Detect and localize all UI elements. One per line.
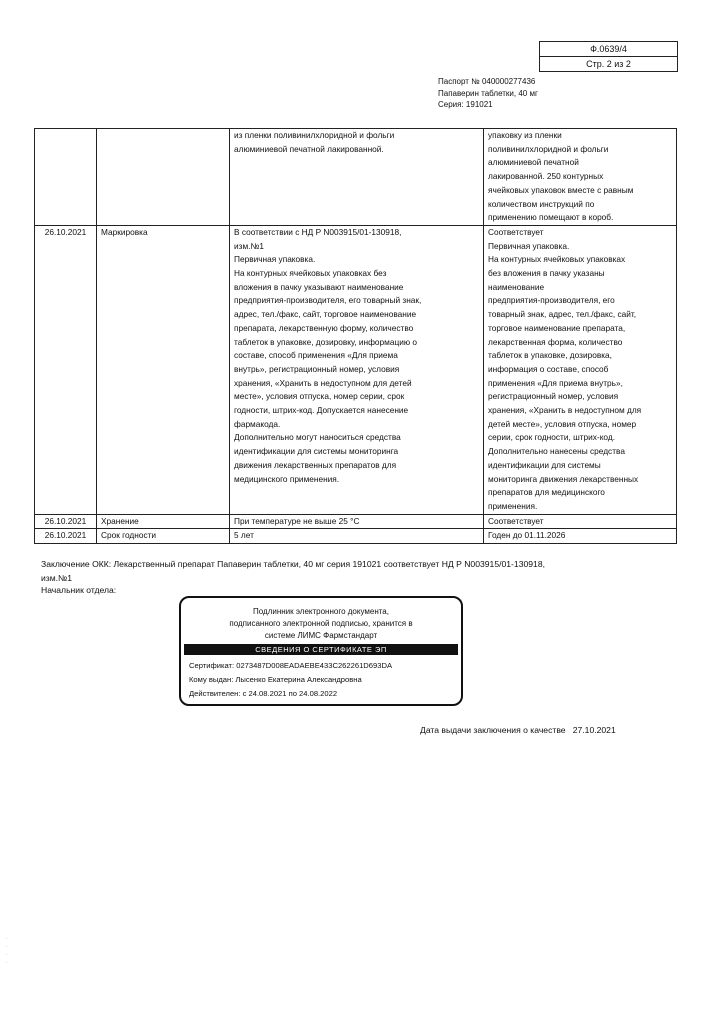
form-code-box xyxy=(539,41,678,72)
quality-table xyxy=(34,128,677,544)
margin-dots: · · · · xyxy=(6,936,8,965)
row-date xyxy=(35,129,97,226)
table-row xyxy=(35,129,677,226)
stamp-header xyxy=(181,606,461,642)
head-of-department-label: Начальник отдела: xyxy=(41,585,117,595)
form-code: Ф.0639/4 xyxy=(590,44,627,54)
row-indicator: Маркировка xyxy=(97,225,230,514)
conclusion-text: Заключение ОКК: Лекарственный препарат Папаверин таблетки, 40 мг серия 191021 соответствует НД Р N003915/01-130918, изм.№1 xyxy=(41,559,545,583)
passport-block xyxy=(438,76,538,111)
row-result: упаковку из пленки поливинилхлоридной и фольги алюминиевой печатной лакированной. 250 контурных ячейковых упаковок вместе с равным количеством инструкций по применению помещают в короб. xyxy=(484,129,677,226)
issue-date: Дата выдачи заключения о качестве 27.10.2021 xyxy=(420,725,616,735)
table-row xyxy=(35,529,677,544)
stamp-issued-to: Кому выдан: Лысенко Екатерина Александровна xyxy=(189,675,362,684)
stamp-line-1: Подлинник электронного документа, xyxy=(253,607,389,616)
table-row xyxy=(35,225,677,514)
row-requirement: 5 лет xyxy=(230,529,484,544)
row-result: Годен до 01.11.2026 xyxy=(484,529,677,544)
stamp-banner: СВЕДЕНИЯ О СЕРТИФИКАТЕ ЭП xyxy=(184,644,458,655)
stamp-line-3: системе ЛИМС Фармстандарт xyxy=(264,631,378,640)
table-row xyxy=(35,514,677,529)
electronic-signature-stamp xyxy=(179,596,463,706)
stamp-certificate: Сертификат: 0273487D008EADAEBE433C262261D693DA xyxy=(189,661,393,670)
row-result: Соответствует Первичная упаковка. На контурных ячейковых упаковках без вложения в пачку указаны наименование предприятия-производителя, его товарный знак, адрес, тел./факс, сайт, торговое наименование препарата, лекарственная форма, количество таблеток в упаковке, дозировка, информация о составе, способ применения «Для приема внутрь», регистрационный номер, условия хранения, «Хранить в недоступном для детей месте», условия отпуска, номер серии, срок годности, штрих-код. Дополнительно нанесены средства идентификации для системы мониторинга движения лекарственных препаратов для медицинского применения. xyxy=(484,225,677,514)
row-date: 26.10.2021 xyxy=(35,514,97,529)
row-indicator: Срок годности xyxy=(97,529,230,544)
row-indicator: Хранение xyxy=(97,514,230,529)
passport-number: Паспорт № 040000277436 xyxy=(438,77,536,86)
row-date: 26.10.2021 xyxy=(35,225,97,514)
row-indicator xyxy=(97,129,230,226)
row-requirement: В соответствии с НД Р N003915/01-130918, изм.№1 Первичная упаковка. На контурных ячейковых упаковках без вложения в пачку указывают наименование предприятия-производителя, его товарный знак, адрес, тел./факс, сайт, торговое наименование препарата, лекарственную форму, количество таблеток в упаковке, дозировку, информацию о составе, способ применения «Для приема внутрь», регистрационный номер, условия хранения, «Хранить в недоступном для детей месте», условия отпуска, номер серии, срок годности, штрих-код. Допускается нанесение фармакода. Дополнительно могут наноситься средства идентификации для системы мониторинга движения лекарственных препаратов для медицинского применения. xyxy=(230,225,484,514)
stamp-line-2: подписанного электронной подписью, хранится в xyxy=(229,619,413,628)
row-date: 26.10.2021 xyxy=(35,529,97,544)
row-result: Соответствует xyxy=(484,514,677,529)
row-requirement: При температуре не выше 25 °С xyxy=(230,514,484,529)
series-number: Серия: 191021 xyxy=(438,100,493,109)
row-requirement: из пленки поливинилхлоридной и фольги алюминиевой печатной лакированной. xyxy=(230,129,484,226)
product-name: Папаверин таблетки, 40 мг xyxy=(438,88,538,98)
stamp-validity: Действителен: с 24.08.2021 по 24.08.2022 xyxy=(189,689,338,698)
page-info: Стр. 2 из 2 xyxy=(540,56,677,71)
